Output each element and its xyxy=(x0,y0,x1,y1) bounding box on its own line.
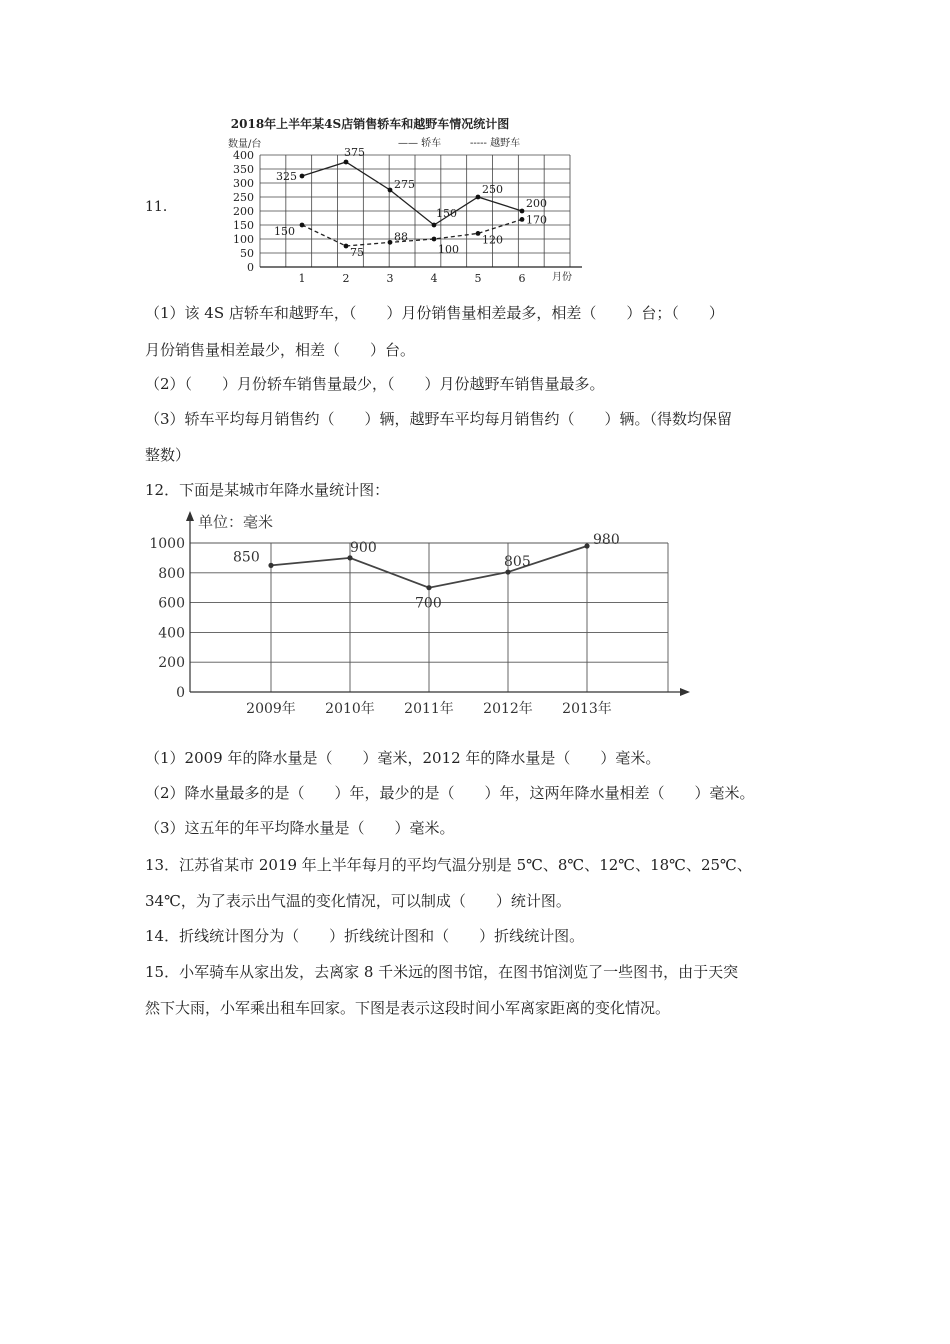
data-label: 805 xyxy=(504,554,531,571)
data-point xyxy=(344,160,349,165)
q11-line-2: 月份销售量相差最少，相差（ ）台。 xyxy=(145,341,416,359)
data-label: 150 xyxy=(274,225,295,238)
q11-line-4: （3）轿车平均每月销售约（ ）辆，越野车平均每月销售约（ ）辆。（得数均保留 xyxy=(145,410,733,428)
q11-line-5: 整数） xyxy=(145,446,191,464)
q15-line-1: 15．小军骑车从家出发，去离家 8 千米远的图书馆，在图书馆浏览了一些图书，由于天突 xyxy=(145,963,739,981)
q14-line-1: 14．折线统计图分为（ ）折线统计图和（ ）折线统计图。 xyxy=(145,927,585,945)
chart-q12-ylabel: 单位：毫米 xyxy=(198,513,274,531)
chart-q11-title: 2018年上半年某4S店销售轿车和越野车情况统计图 xyxy=(230,117,510,131)
y-axis-arrow xyxy=(186,511,194,521)
q11-line-1: （1）该 4S 店轿车和越野车，（ ）月份销售量相差最多，相差（ ）台；（ ） xyxy=(145,304,724,322)
y-tick-label: 1000 xyxy=(149,536,185,552)
data-label: 120 xyxy=(482,233,503,247)
data-point xyxy=(520,209,525,214)
x-tick-label: 1 xyxy=(298,272,306,285)
data-label: 170 xyxy=(526,213,547,227)
q12-intro: 12．下面是某城市年降水量统计图： xyxy=(145,481,390,499)
x-tick-label: 2010年 xyxy=(325,701,375,717)
data-label: 700 xyxy=(415,595,442,612)
y-tick-label: 400 xyxy=(233,149,254,162)
x-tick-label: 3 xyxy=(386,272,394,285)
data-point xyxy=(347,555,352,560)
q11-line-3: （2）（ ）月份轿车销售量最少，（ ）月份越野车销售量最多。 xyxy=(145,375,605,393)
x-axis-arrow xyxy=(680,688,690,696)
data-point xyxy=(476,195,481,200)
q12-line-1: （1）2009 年的降水量是（ ）毫米，2012 年的降水量是（ ）毫米。 xyxy=(145,749,661,767)
y-tick-label: 150 xyxy=(233,219,254,232)
q13-line-2: 34℃，为了表示出气温的变化情况，可以制成（ ）统计图。 xyxy=(145,892,571,910)
x-tick-label: 4 xyxy=(430,272,438,285)
y-tick-label: 800 xyxy=(158,565,185,582)
data-label: 325 xyxy=(276,170,297,183)
chart-q11-xlabel: 月份 xyxy=(552,272,572,283)
data-label: 850 xyxy=(233,549,260,566)
data-point xyxy=(268,563,273,568)
data-label: 250 xyxy=(482,183,503,196)
question-11-number: 11． xyxy=(145,199,177,215)
data-label: 150 xyxy=(436,207,457,220)
x-tick-label: 6 xyxy=(518,272,526,285)
data-point xyxy=(476,231,481,236)
data-point xyxy=(520,217,525,222)
y-tick-label: 600 xyxy=(158,595,185,612)
chart-q11 xyxy=(170,110,600,290)
data-point xyxy=(300,174,305,179)
y-tick-label: 0 xyxy=(176,685,185,701)
y-tick-label: 200 xyxy=(158,655,185,672)
data-point xyxy=(426,585,431,590)
y-tick-label: 100 xyxy=(233,233,254,246)
y-tick-label: 350 xyxy=(233,163,254,176)
data-label: 375 xyxy=(344,146,365,159)
y-tick-label: 0 xyxy=(247,261,254,274)
q15-line-2: 然下大雨，小军乘出租车回家。下图是表示这段时间小军离家距离的变化情况。 xyxy=(145,999,671,1017)
chart-q11-legend-suv: ----- 越野车 xyxy=(470,138,521,149)
chart-q11-ylabel: 数量/台 xyxy=(228,139,262,150)
q13-line-1: 13．江苏省某市 2019 年上半年每月的平均气温分别是 5℃、8℃、12℃、18℃、25℃、 xyxy=(145,856,752,874)
x-tick-label: 2013年 xyxy=(562,701,612,717)
y-tick-label: 200 xyxy=(233,205,254,218)
data-label: 88 xyxy=(394,230,408,244)
x-tick-label: 2 xyxy=(342,272,350,285)
data-point xyxy=(432,223,437,228)
data-point xyxy=(344,244,349,249)
q12-line-3: （3）这五年的年平均降水量是（ ）毫米。 xyxy=(145,819,455,837)
data-point xyxy=(388,240,393,245)
x-tick-label: 2011年 xyxy=(404,701,454,717)
y-tick-label: 400 xyxy=(158,625,185,642)
data-point xyxy=(432,237,437,242)
data-point xyxy=(300,223,305,228)
data-point xyxy=(388,188,393,193)
data-label: 275 xyxy=(394,178,415,191)
data-label: 100 xyxy=(438,243,459,256)
y-tick-label: 250 xyxy=(233,191,254,204)
q12-line-2: （2）降水量最多的是（ ）年，最少的是（ ）年，这两年降水量相差（ ）毫米。 xyxy=(145,784,755,802)
data-point xyxy=(505,569,510,574)
chart-q11-legend-car: —— 轿车 xyxy=(398,138,442,149)
x-tick-label: 2009年 xyxy=(246,701,296,717)
data-point xyxy=(584,543,589,548)
x-tick-label: 5 xyxy=(474,272,482,285)
y-tick-label: 50 xyxy=(240,247,254,260)
chart-q12 xyxy=(140,505,700,720)
y-tick-label: 300 xyxy=(233,177,254,190)
x-tick-label: 2012年 xyxy=(483,701,533,717)
data-label: 900 xyxy=(350,539,377,556)
data-label: 200 xyxy=(526,197,547,210)
data-label: 980 xyxy=(593,531,620,548)
data-label: 75 xyxy=(350,246,364,259)
